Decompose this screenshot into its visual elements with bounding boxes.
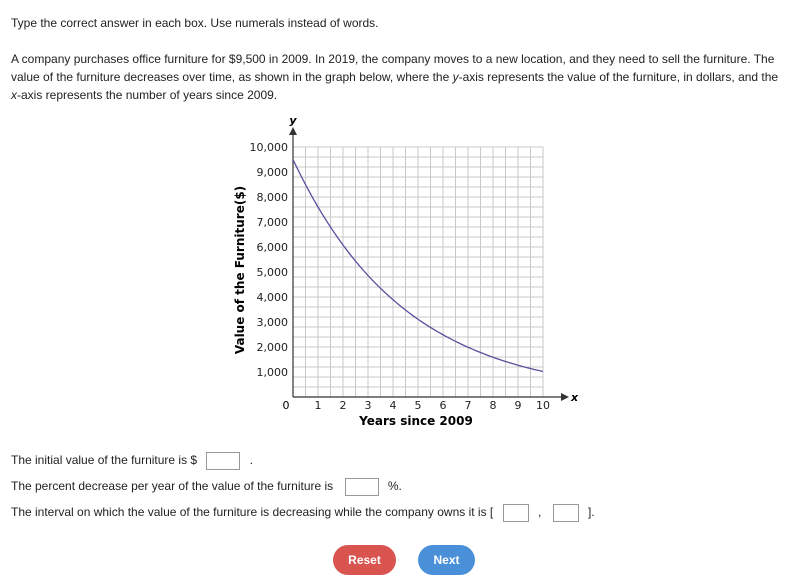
- initial-value-input[interactable]: [206, 452, 240, 470]
- y-tick-label: 2,000: [256, 341, 288, 354]
- interval-start-input[interactable]: [503, 504, 529, 522]
- question-interval: [11, 503, 595, 522]
- origin-label: 0: [282, 399, 290, 412]
- y-tick-label: 9,000: [256, 166, 288, 179]
- q3-suffix: ].: [587, 505, 595, 519]
- y-axis-label: Value of the Furniture($): [233, 185, 247, 355]
- y-tick-label: 7,000: [256, 216, 288, 229]
- question-initial-value: [11, 451, 253, 470]
- x-axis-arrow: [561, 393, 569, 401]
- q3-text: The interval on which the value of the furniture is decreasing while the company owns it is [: [11, 505, 494, 519]
- problem-text-3: -axis represents the number of years since 2009.: [17, 88, 278, 102]
- y-tick-label: 3,000: [256, 316, 288, 329]
- y-tick-label: 6,000: [256, 241, 288, 254]
- next-button[interactable]: Next: [418, 545, 475, 575]
- furniture-value-graph: [228, 112, 588, 432]
- instructions-text: Type the correct answer in each box. Use numerals instead of words.: [11, 16, 379, 30]
- x-variable: x: [11, 88, 17, 102]
- interval-end-input[interactable]: [553, 504, 579, 522]
- y-tick-label: 10,000: [249, 141, 288, 154]
- x-tick-label: 10: [536, 399, 550, 412]
- reset-button[interactable]: Reset: [333, 545, 396, 575]
- q3-separator: ,: [537, 505, 542, 519]
- y-variable: y: [452, 70, 459, 84]
- q1-suffix: .: [249, 453, 254, 467]
- percent-decrease-input[interactable]: [345, 478, 379, 496]
- x-tick-label: 3: [364, 399, 372, 412]
- x-tick-label: 1: [314, 399, 322, 412]
- grid: [293, 147, 543, 397]
- y-tick-label: 1,000: [256, 366, 288, 379]
- x-axis-letter: x: [571, 391, 579, 404]
- x-tick-label: 6: [439, 399, 447, 412]
- problem-statement: [11, 50, 791, 104]
- problem-text-1: A company purchases office furniture for $9,500 in 2009. In 2019, the company moves to a new location, and they need to sell the furniture. The value of the furniture decreases over time, as shown in the graph below, where the: [11, 52, 775, 84]
- y-axis-letter: y: [289, 114, 297, 127]
- x-tick-label: 4: [389, 399, 397, 412]
- q1-text: The initial value of the furniture is $: [11, 453, 198, 467]
- q2-text: The percent decrease per year of the value of the furniture is: [11, 479, 334, 493]
- y-tick-label: 4,000: [256, 291, 288, 304]
- q2-suffix: %.: [387, 479, 402, 493]
- x-tick-label: 7: [464, 399, 472, 412]
- question-percent-decrease: [11, 477, 402, 496]
- x-tick-label: 9: [514, 399, 522, 412]
- x-tick-label: 8: [489, 399, 497, 412]
- y-tick-label: 8,000: [256, 191, 288, 204]
- y-tick-label: 5,000: [256, 266, 288, 279]
- x-tick-label: 5: [414, 399, 422, 412]
- y-axis-arrow: [289, 127, 297, 135]
- problem-text-2: -axis represents the value of the furniture, in dollars, and the: [458, 70, 779, 84]
- x-tick-label: 2: [339, 399, 347, 412]
- x-axis-label: Years since 2009: [359, 414, 473, 428]
